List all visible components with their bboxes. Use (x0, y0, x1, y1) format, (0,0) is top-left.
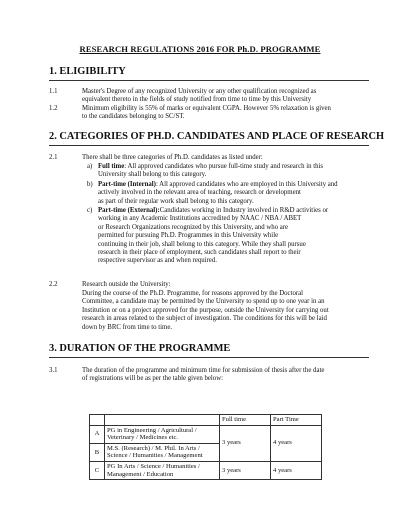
section-heading-categories: 2. CATEGORIES OF PH.D. CANDIDATES AND PLACE OF RESEARCH (49, 131, 385, 142)
text-line: Research outside the University: (82, 281, 171, 288)
text-line: : All approved candidates who pursue full-time study and research in this (124, 163, 324, 170)
list-label: a) (87, 163, 93, 170)
row-letter: A (90, 425, 105, 443)
category-name: Part-time (Internal) (98, 181, 156, 188)
text-line: Institution or on a project approved for the purpose, outside the University for carrying out (82, 306, 329, 314)
category-full-time (87, 163, 370, 180)
section-heading-duration: 3. DURATION OF THE PROGRAMME (49, 343, 231, 354)
table-row (90, 461, 322, 479)
text-line: research in their place of employment, such candidates shall report to their (98, 249, 301, 257)
table-header-row (90, 415, 322, 426)
text-line: respective supervisor as and when required. (98, 257, 217, 265)
text-line: The duration of the programme and minimum time for submission of thesis after the date (82, 367, 325, 374)
part-time-duration: 4 years (271, 425, 322, 461)
row-letter: C (90, 461, 105, 479)
item-number: 1.1 (49, 88, 58, 95)
text-line: University shall belong to this category. (98, 171, 207, 179)
duration-table (89, 414, 322, 480)
category-name: Part-time (External): (98, 207, 160, 214)
text-line: equivalent thereto in the fields of study notified from time to time by this University (82, 96, 312, 104)
row-category: PG In Arts / Science / Humanities / Management / Education (105, 461, 220, 479)
categories-intro: There shall be three categories of Ph.D. candidates as listed under: (82, 154, 263, 161)
section-heading-eligibility: 1. ELIGIBILITY (49, 66, 126, 77)
full-time-duration: 3 years (220, 461, 271, 479)
section-divider (49, 80, 369, 81)
list-label: c) (87, 207, 93, 214)
text-line: research in areas related to the subject of investigation. The conditions for this will be laid (82, 315, 327, 322)
research-outside-university (82, 281, 370, 332)
item-number: 2.1 (49, 154, 58, 161)
document-title: RESEARCH REGULATIONS 2016 FOR Ph.D. PROGRAMME (79, 44, 321, 54)
duration-intro (82, 367, 370, 384)
category-name: Full time (98, 163, 125, 170)
text-line: Minimum eligibility is 55% of marks or equivalent CGPA. However 5% relaxation is given (82, 105, 331, 112)
item-number: 3.1 (49, 367, 58, 374)
eligibility-item-2 (82, 105, 370, 122)
text-line: Candidates working in Industry involved in R&D activities or (159, 207, 329, 214)
item-number: 2.2 (49, 281, 58, 288)
text-line: as part of their regular work shall belong to this category. (98, 197, 254, 205)
text-line: Master's Degree of any recognized University or any other qualification recognized as (82, 88, 317, 95)
table-header-cell: Full time (220, 415, 271, 426)
text-line: permitted for pursuing Ph.D. Programmes in this University while (98, 232, 279, 240)
table-header-cell (90, 415, 105, 426)
category-part-time-internal (87, 181, 370, 206)
text-line: : All approved candidates who are employed in this University and (155, 181, 338, 188)
item-number: 1.2 (49, 105, 58, 112)
list-label: b) (87, 181, 93, 188)
table-header-cell (105, 415, 220, 426)
text-line: of registrations will be as per the table given below: (82, 375, 223, 383)
row-category: M.S. (Research) / M. Phil. In Arts / Science / Humanities / Management (105, 443, 220, 461)
part-time-duration: 4 years (271, 461, 322, 479)
text-line: down by BRC from time to time. (82, 323, 173, 331)
text-line: working in any Academic Institutions accredited by NAAC / NBA / ABET (98, 215, 302, 223)
table-row (90, 425, 322, 443)
text-line: or Research Organizations recognized by this University, and who are (98, 223, 289, 231)
table-header-cell: Part Time (271, 415, 322, 426)
row-letter: B (90, 443, 105, 461)
category-part-time-external (87, 207, 370, 266)
text-line: Committee, a candidate may be permitted by the University to spend up to one year in an (82, 298, 325, 305)
eligibility-item-1 (82, 88, 370, 105)
section-divider (49, 357, 369, 358)
text-line: to the candidates belonging to SC/ST. (82, 113, 185, 121)
text-line: continuing in their job, shall belong to this category. While they shall pursue (98, 240, 306, 248)
text-line: During the course of the Ph.D. Programme, for reasons approved by the Doctoral (82, 289, 304, 297)
row-category: PG in Engineering / Agricultural / Veterinary / Medicines etc. (105, 425, 220, 443)
text-line: actively involved in the relevant area of teaching, research or development (98, 189, 301, 197)
section-divider (49, 145, 369, 146)
full-time-duration: 3 years (220, 425, 271, 461)
